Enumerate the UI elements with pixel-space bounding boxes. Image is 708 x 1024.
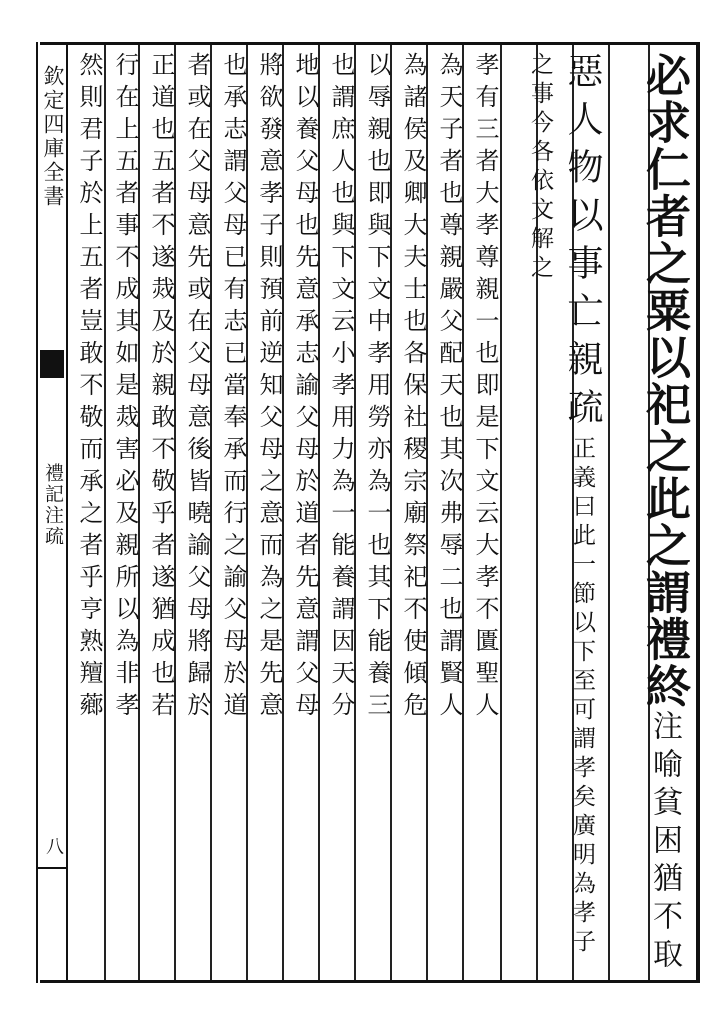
margin-page-number: 八	[43, 837, 64, 855]
margin-page-rule	[38, 867, 66, 869]
column-separator	[500, 45, 502, 980]
main-text: 惡人物以事亡親疏	[562, 52, 603, 436]
text-column-4: 為天子者也尊親嚴父配天也其次弗辱二也謂賢人	[435, 52, 463, 724]
text-column-7: 也謂庶人也與下文云小孝用力為一能養謂因天分	[327, 52, 355, 724]
text-column-3: 孝有三者大孝尊親一也即是下文云大孝不匱聖人	[471, 52, 499, 724]
margin-collection-title: 欽定四庫全書	[41, 65, 65, 209]
commentary-note: 正義曰此一節以下至可謂孝矣廣明為孝子之事今各依文解之	[527, 52, 595, 958]
margin-book-title: 禮記注疏	[42, 463, 64, 547]
frame-bottom-rule	[40, 980, 700, 983]
text-column-9: 將欲發意孝子則預前逆知父母之意而為之是先意	[255, 52, 283, 724]
text-column-11: 者或在父母意先或在父母意後皆曉諭父母將歸於	[183, 52, 211, 724]
text-column-8: 地以養父母也先意承志諭父母於道者先意謂父母	[291, 52, 319, 724]
text-column-13: 行在上五者事不成其如是烖害必及親所以為非孝	[111, 52, 139, 724]
text-column-5: 為諸侯及卿大夫士也各保社稷宗廟祭祀不使傾危	[399, 52, 427, 724]
frame-inner-left-rule	[66, 42, 68, 983]
text-column-2	[510, 52, 604, 977]
page-margin-column	[38, 45, 66, 980]
frame-right-rule	[696, 42, 700, 983]
text-column-10: 也承志謂父母已有志已當奉承而行之諭父母於道	[219, 52, 247, 724]
commentary-note: 注喻貧困猶不取	[647, 710, 682, 976]
fishtail-mark	[40, 350, 64, 378]
text-column-14: 然則君子於上五者豈敢不敬而承之者乎亨熟羶薌	[75, 52, 103, 724]
text-column-12: 正道也五者不遂烖及於親敢不敬乎者遂猶成也若	[147, 52, 175, 724]
main-text: 必求仁者之粟以祀之此之謂禮終	[638, 52, 691, 710]
text-column-6: 以辱親也即與下文中孝用勞亦為一也其下能養三	[363, 52, 391, 724]
text-column-1	[600, 52, 692, 977]
